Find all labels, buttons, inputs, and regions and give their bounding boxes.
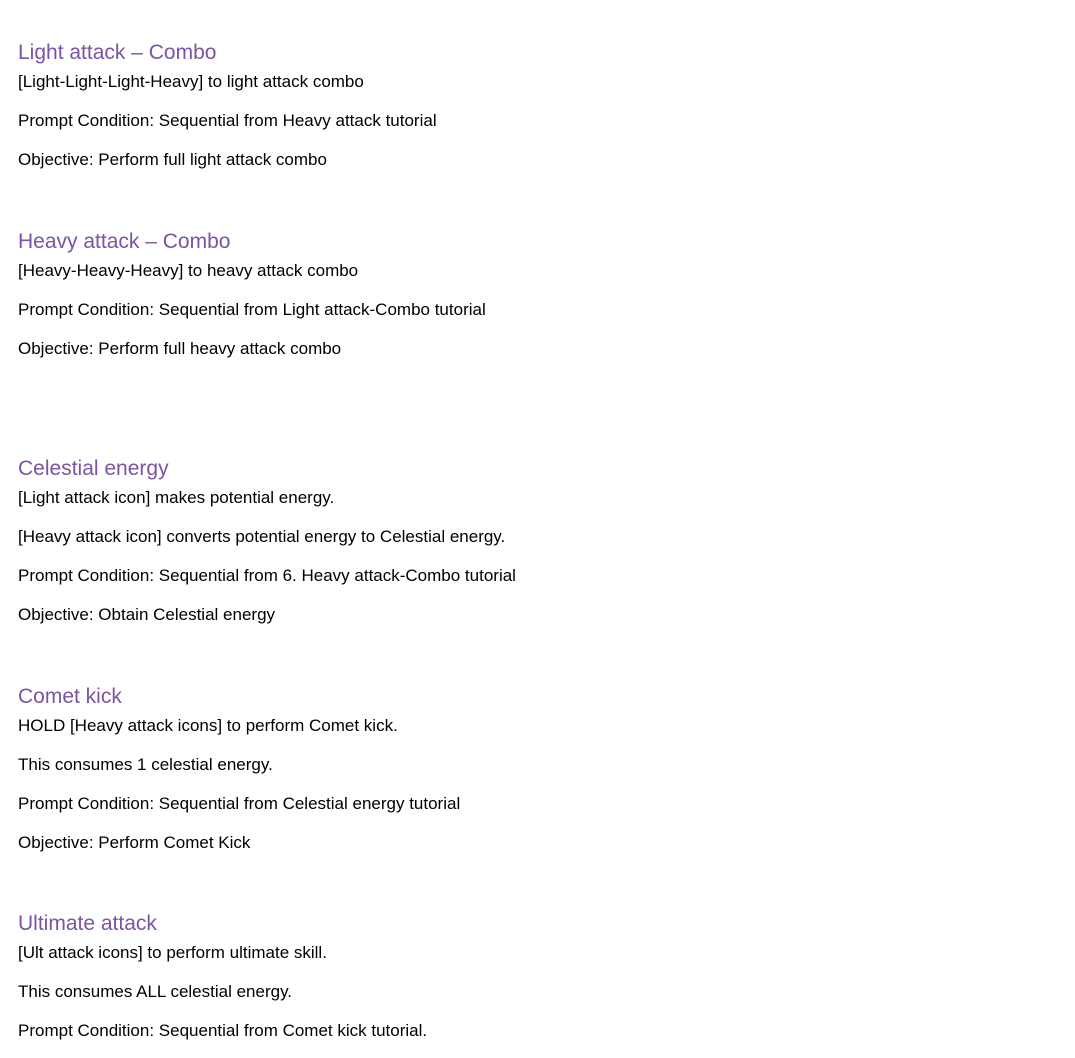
- paragraph: Prompt Condition: Sequential from Heavy attack tutorial: [18, 111, 437, 130]
- paragraph: HOLD [Heavy attack icons] to perform Comet kick.: [18, 716, 398, 735]
- paragraph: [Light-Light-Light-Heavy] to light attack combo: [18, 72, 364, 91]
- paragraph: Prompt Condition: Sequential from 6. Heavy attack-Combo tutorial: [18, 566, 516, 585]
- section-ultimate-attack: [18, 911, 1058, 1042]
- paragraph: Objective: Perform full heavy attack combo: [18, 339, 342, 358]
- paragraph: [Ult attack icons] to perform ultimate skill.: [18, 943, 327, 962]
- paragraph: Objective: Perform full light attack combo: [18, 150, 327, 169]
- paragraph: This consumes 1 celestial energy.: [18, 755, 273, 774]
- section-heading: Heavy attack – Combo: [18, 230, 231, 253]
- section-heading: Light attack – Combo: [18, 41, 217, 64]
- paragraph: Objective: Obtain Celestial energy: [18, 605, 276, 624]
- paragraph: [Heavy attack icon] converts potential energy to Celestial energy.: [18, 527, 506, 546]
- paragraph: Objective: Perform Comet Kick: [18, 833, 251, 852]
- section-heading: Ultimate attack: [18, 912, 157, 935]
- section-comet-kick: [18, 684, 1058, 854]
- paragraph: Prompt Condition: Sequential from Light attack-Combo tutorial: [18, 300, 486, 319]
- paragraph: [Light attack icon] makes potential energy.: [18, 488, 335, 507]
- section-light-attack-combo: [18, 40, 1058, 171]
- section-heavy-attack-combo: [18, 229, 1058, 360]
- paragraph: Prompt Condition: Sequential from Celestial energy tutorial: [18, 794, 461, 813]
- paragraph: Prompt Condition: Sequential from Comet kick tutorial.: [18, 1021, 428, 1040]
- section-heading: Celestial energy: [18, 457, 169, 480]
- paragraph: [Heavy-Heavy-Heavy] to heavy attack combo: [18, 261, 359, 280]
- paragraph: This consumes ALL celestial energy.: [18, 982, 293, 1001]
- section-heading: Comet kick: [18, 685, 122, 708]
- section-celestial-energy: [18, 456, 1058, 626]
